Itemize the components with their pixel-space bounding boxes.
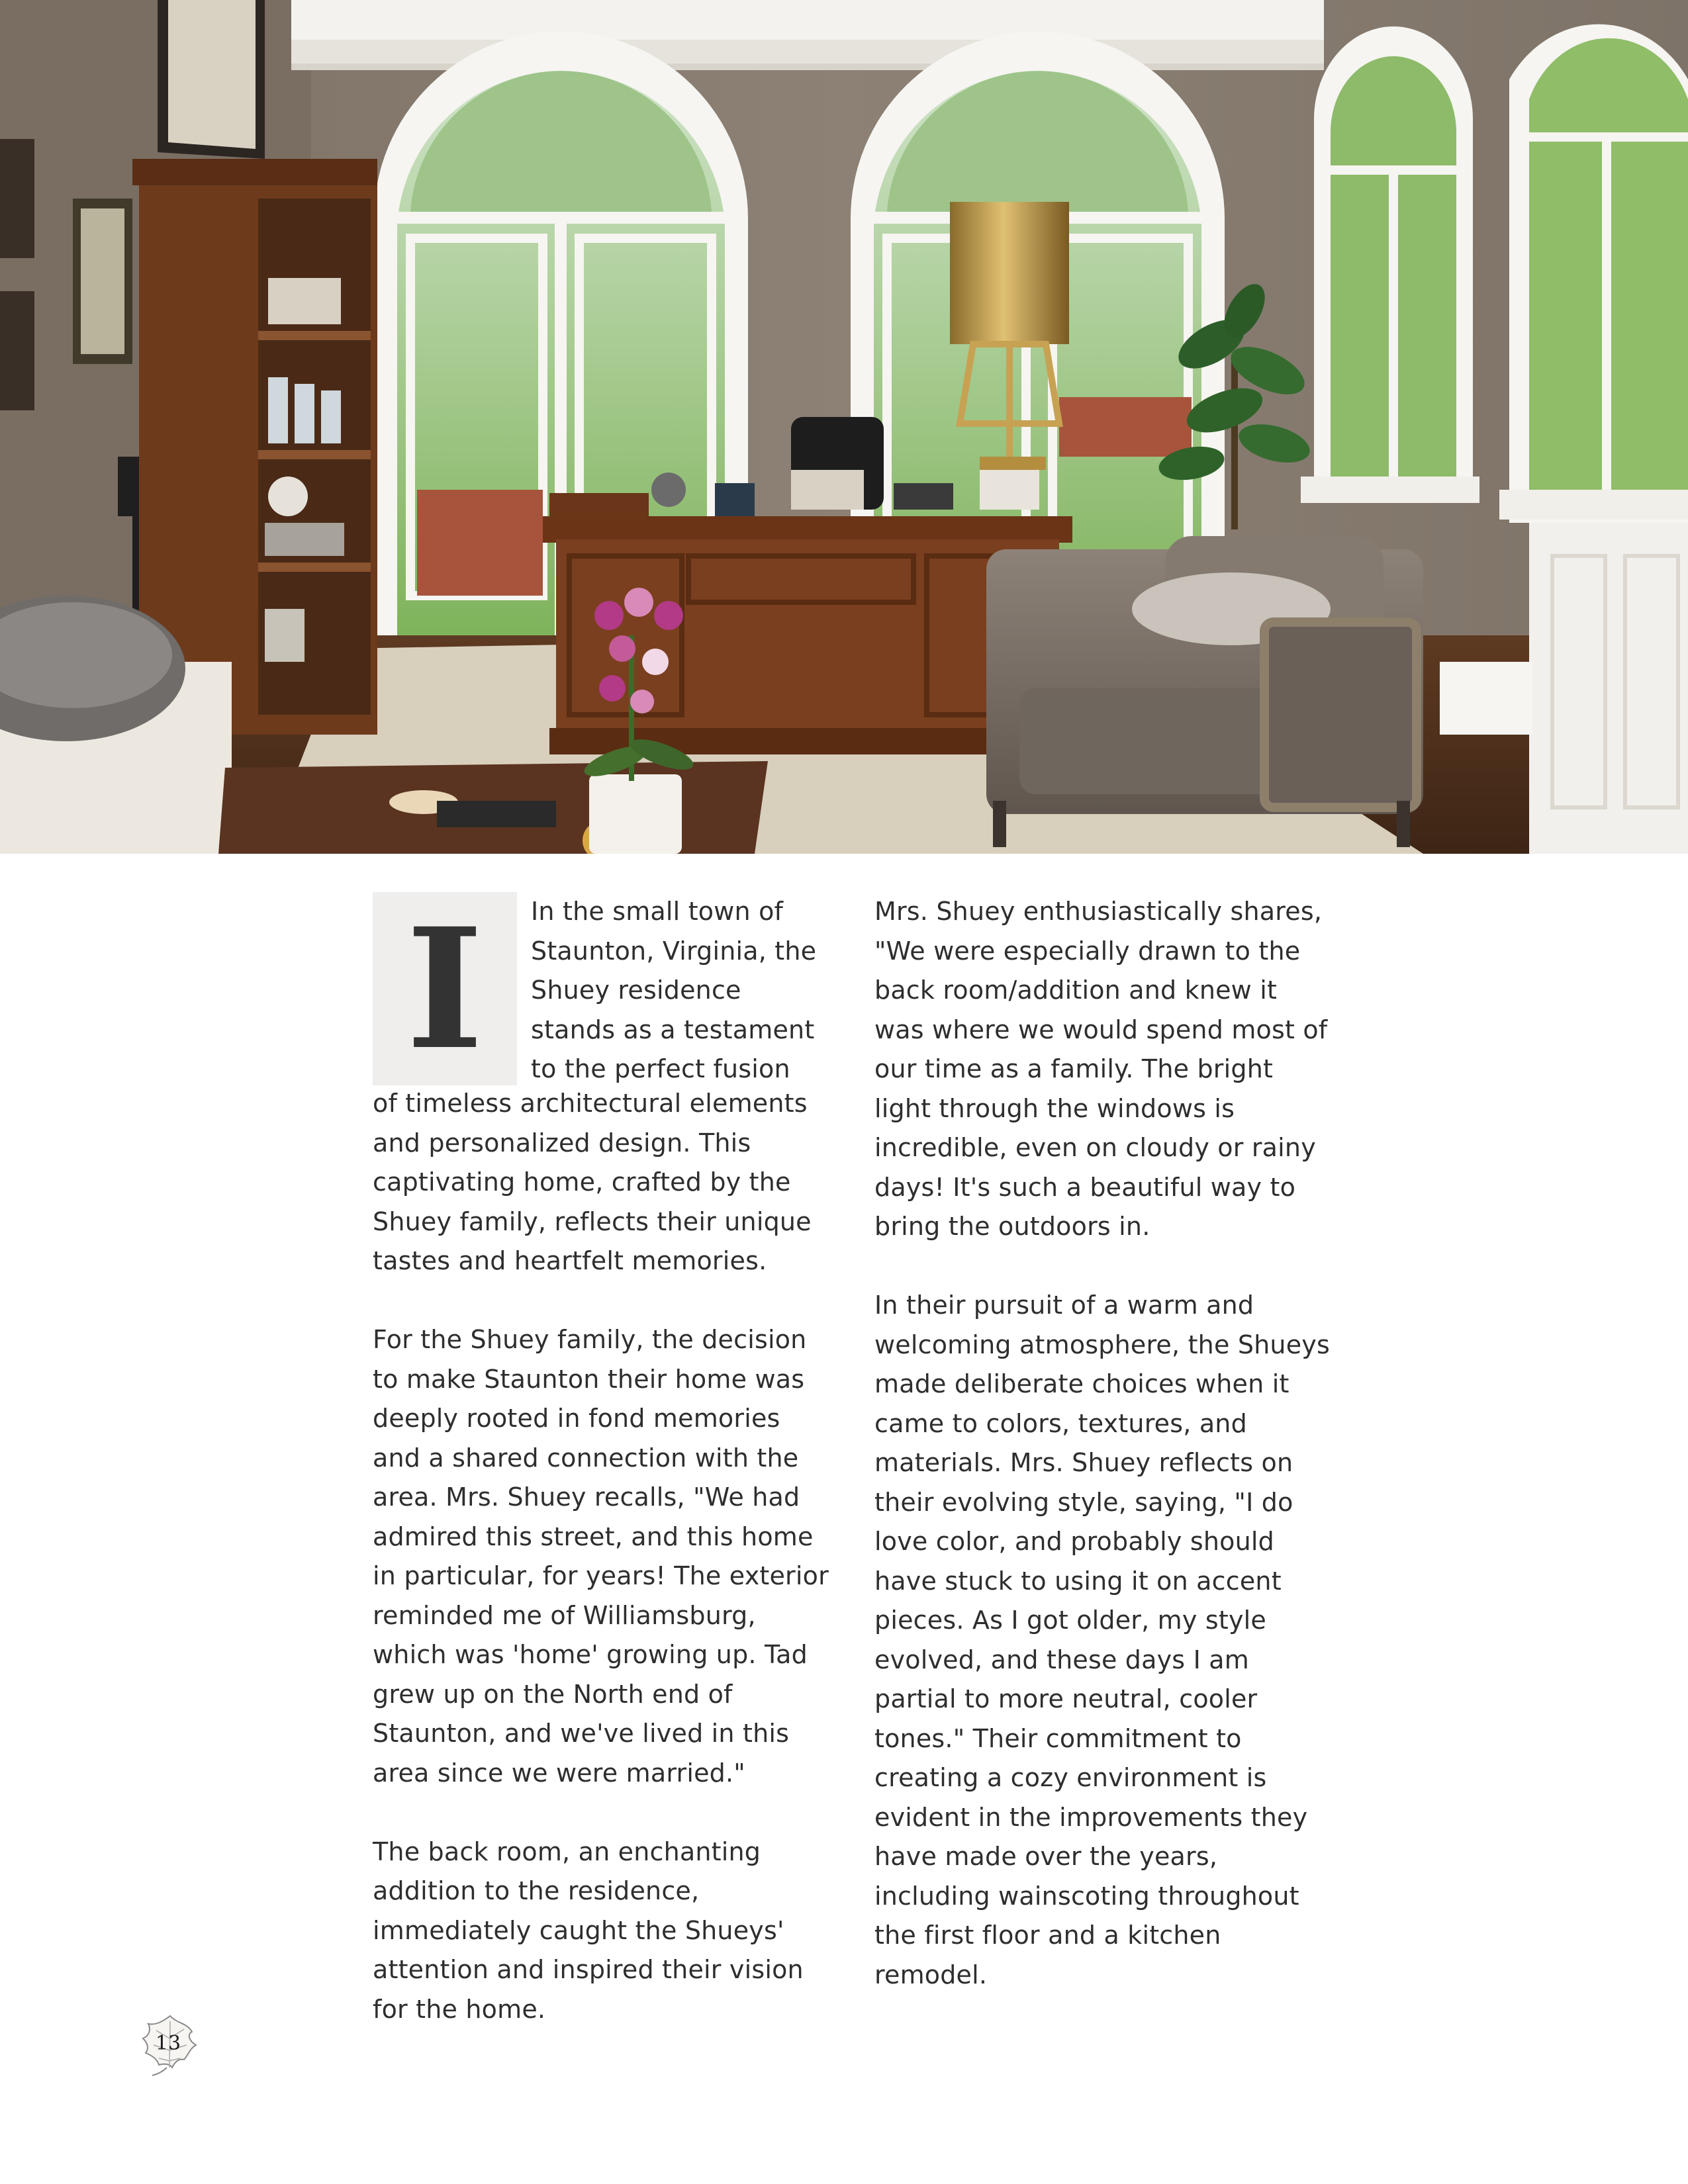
paragraph-mrs-shuey-shares: Mrs. Shuey enthusiastically shares, "We were especially drawn to the back room/addition and knew it was where we would spend most of our time as a family. The bright light through the windows is incredible, even on cloudy or rainy days! It's such a beautiful way to bring the outdoors in.	[874, 897, 1328, 1241]
page-number: 13	[155, 2032, 181, 2055]
article-column-right	[874, 892, 1331, 1995]
paragraph-back-room: The back room, an enchanting addition to the residence, immediately caught the Shueys' attention and inspired their vision for the home.	[373, 1837, 804, 2024]
intro-lines: In the small town of Staunton, Virginia, the Shuey residence stands as a testament to the perfect fusion	[531, 897, 817, 1083]
paragraph-staunton-home: For the Shuey family, the decision to make Staunton their home was deeply rooted in fond memories and a shared connection with the area. Mrs. Shuey recalls, "We had admired this street, and this home in particular, for years! The exterior reminded me of Williamsburg, which was 'home' growing up. Tad grew up on the North end of Staunton, and we've lived in this area since we were married."	[373, 1325, 829, 1788]
hero-photo	[0, 0, 1688, 854]
page-folio	[140, 2012, 200, 2078]
dropcap-letter: I	[406, 891, 484, 1086]
article-column-left	[373, 892, 829, 2029]
paragraph-warm-atmosphere: In their pursuit of a warm and welcoming atmosphere, the Shueys made deliberate choices when it came to colors, textures, and materials. Mrs. Shuey reflects on their evolving style, saying, "I do love color, and probably should have stuck to using it on accent pieces. As I got older, my style evolved, and these days I am partial to more neutral, cooler tones." Their commitment to creating a cozy environment is evident in the improvements they have made over the years, including wainscoting throughout the first floor and a kitchen remodel.	[874, 1291, 1330, 1989]
dropcap-row	[373, 892, 829, 1084]
intro-paragraph-rest: of timeless architectural elements and personalized design. This captivating home, crafted by the Shuey family, reflects their unique tastes and heartfelt memories.	[373, 1089, 812, 1275]
